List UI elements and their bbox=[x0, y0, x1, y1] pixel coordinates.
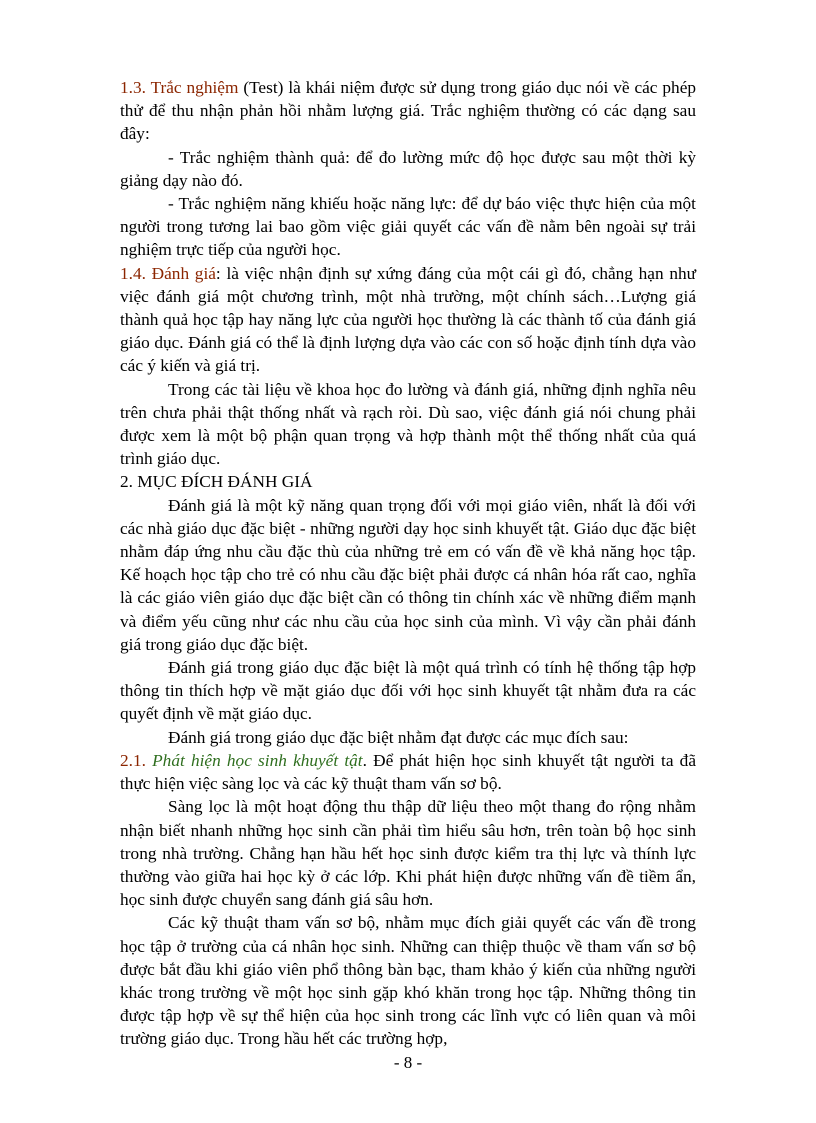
paragraph: Đánh giá trong giáo dục đặc biệt nhằm đạt được các mục đích sau: bbox=[168, 727, 629, 747]
section-1-3-paragraph bbox=[120, 76, 696, 146]
section-number: 1.4. bbox=[120, 263, 146, 283]
paragraph: Các kỹ thuật tham vấn sơ bộ, nhằm mục đích giải quyết các vấn đề trong học tập ở trường của cá nhân học sinh. Những can thiệp thuộc về tham vấn sơ bộ được bắt đầu khi giáo viên phổ thông bàn bạc, tham khảo ý kiến của những người khác trong trường về một học sinh gặp khó khăn trong học tập. Những thông tin được tập hợp về sự thể hiện của học sinh trong các lĩnh vực có liên quan và môi trường giáo dục. Trong hầu hết các trường hợp, bbox=[120, 913, 696, 1049]
list-item: - Trắc nghiệm năng khiếu hoặc năng lực: để dự báo việc thực hiện của một người trong tương lai bao gồm việc giải quyết các vấn đề nằm bên ngoài sự trải nghiệm trực tiếp của người học. bbox=[120, 194, 696, 260]
paragraph: Sàng lọc là một hoạt động thu thập dữ liệu theo một thang đo rộng nhằm nhận biết nhanh những học sinh cần phải tìm hiểu sâu hơn, trên toàn bộ học sinh trong nhà trường. Chẳng hạn hầu hết học sinh được kiểm tra thị lực và thính lực thường vào giữa hai học kỳ ở các lớp. Khi phát hiện được những vấn đề tiềm ẩn, học sinh được chuyển sang đánh giá sâu hơn. bbox=[120, 797, 696, 910]
term-highlight: Trắc nghiệm bbox=[150, 78, 239, 97]
section-number: 1.3. bbox=[120, 78, 146, 97]
paragraph-text: . Để phát hiện học sinh khuyết tật người ta đã thực hiện việc sàng lọc và các kỹ thuật tham vấn sơ bộ. bbox=[120, 750, 696, 794]
paragraph: Trong các tài liệu về khoa học đo lường và đánh giá, những định nghĩa nêu trên chưa phải thật thống nhất và rạch ròi. Dù sao, việc đánh giá nói chung phải được xem là một bộ phận quan trọng và hợp thành một thể thống nhất của quá trình giáo dục. bbox=[120, 379, 696, 469]
paragraph-text: : là việc nhận định sự xứng đáng của một cái gì đó, chẳng hạn như việc đánh giá một chương trình, một nhà trường, một chính sách…Lượng giá thành quả học tập hay năng lực của người học thường là các thành tố của đánh giá giáo dục. Đánh giá có thể là định lượng dựa vào các con số hoặc định tính dựa vào các ý kiến và giá trị. bbox=[120, 263, 696, 376]
page-number: - 8 - bbox=[393, 1053, 423, 1072]
section-heading: 2. MỤC ĐÍCH ĐÁNH GIÁ bbox=[120, 472, 313, 492]
paragraph: Đánh giá là một kỹ năng quan trọng đối với mọi giáo viên, nhất là đối với các nhà giáo dục đặc biệt - những người dạy học sinh khuyết tật. Giáo dục đặc biệt nhằm đáp ứng nhu cầu đặc thù của những trẻ em có vấn đề về khả năng học tập. Kế hoạch học tập cho trẻ có nhu cầu đặc biệt phải được cá nhân hóa rất cao, nghĩa là các giáo viên giáo dục đặc biệt cần có thông tin chính xác về những điểm mạnh và điểm yếu cũng như các nhu cầu của học sinh của mình. Vì vậy cần phải đánh giá trong giáo dục đặc biệt. bbox=[120, 495, 696, 654]
paragraph: Đánh giá trong giáo dục đặc biệt là một quá trình có tính hệ thống tập hợp thông tin thích hợp về mặt giáo dục đối với học sinh khuyết tật nhằm đưa ra các quyết định về mặt giáo dục. bbox=[120, 658, 696, 724]
page-body bbox=[120, 76, 696, 1051]
section-number: 2.1. bbox=[120, 750, 146, 770]
subsection-title: Phát hiện học sinh khuyết tật bbox=[152, 750, 363, 770]
list-item: - Trắc nghiệm thành quả: để đo lường mức độ học được sau một thời kỳ giảng dạy nào đó. bbox=[120, 147, 696, 190]
section-1-4-paragraph bbox=[120, 262, 696, 378]
term-highlight: Đánh giá bbox=[151, 263, 216, 283]
section-2-1-paragraph bbox=[120, 749, 696, 795]
paragraph-text: (Test) là khái niệm được sử dụng trong giáo dục nói về các phép thử để thu nhận phản hồi nhằm lượng giá. Trắc nghiệm thường có các dạng sau đây: bbox=[120, 78, 697, 144]
